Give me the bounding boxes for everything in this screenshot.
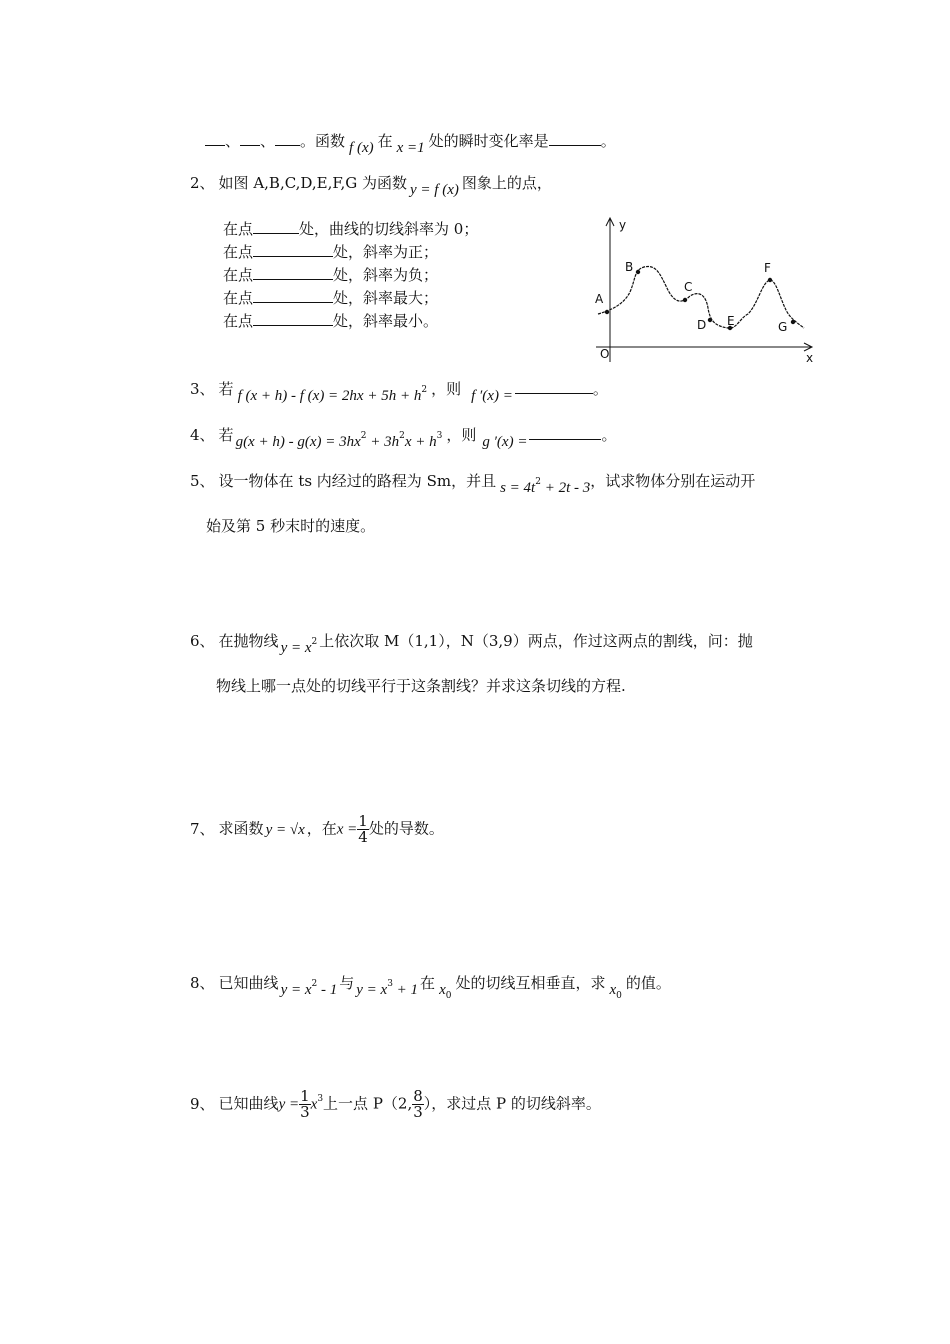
q1-point: x =1 — [396, 140, 425, 156]
q1-text: 。函数 — [300, 132, 346, 150]
exponent: 3 — [387, 979, 393, 989]
point-F-label: F — [764, 261, 771, 275]
q6-text: 在抛物线 — [218, 632, 279, 650]
exponent: 2 — [311, 979, 318, 989]
answer-blank[interactable] — [253, 313, 333, 326]
point-E — [727, 314, 735, 330]
q4-equation: + 3h — [366, 434, 400, 450]
exponent: 3 — [317, 1093, 324, 1104]
q4-derivative: g ′(x) = — [482, 434, 528, 450]
point-E-label: E — [727, 314, 735, 328]
exponent: 2 — [535, 477, 541, 487]
item-pre: 在点 — [223, 289, 254, 307]
q2-item-4 — [223, 287, 438, 308]
x-axis-label: x — [806, 351, 814, 365]
fraction-one-third — [299, 1089, 311, 1120]
period: 。 — [601, 426, 617, 444]
q1-text: 处的瞬时变化率是 — [428, 132, 549, 150]
period: 。 — [600, 132, 616, 150]
q3-text: 若 — [218, 380, 234, 398]
item-post: 处，斜率为正； — [333, 243, 439, 261]
q3-derivative: f ′(x) = — [471, 388, 513, 404]
q6-text: 物线上哪一点处的切线平行于这条割线？并求这条切线的方程. — [216, 677, 626, 695]
point-D-dot — [708, 318, 712, 322]
x0: x — [439, 982, 446, 998]
q5-equation: s = 4t — [500, 480, 536, 496]
numerator: 8 — [413, 1087, 423, 1105]
q9-line — [190, 1089, 601, 1120]
q6-equation: y = x — [280, 640, 312, 656]
q2-text: 如图 A,B,C,D,E,F,G 为函数 — [218, 174, 407, 192]
item-post: 处，斜率为负； — [333, 266, 439, 284]
q5-line-1 — [190, 470, 756, 496]
q8-curve-1: - 1 — [317, 982, 338, 998]
question-number: 3、 — [190, 380, 215, 398]
q3-line — [190, 378, 608, 404]
period: 。 — [592, 380, 608, 398]
q8-text: 处的切线互相垂直，求 — [455, 974, 606, 992]
q5-equation: + 2t - 3 — [540, 480, 591, 496]
item-pre: 在点 — [223, 312, 254, 330]
denominator: 4 — [358, 828, 368, 846]
q7-text: 处的导数。 — [368, 819, 444, 838]
point-B-label: B — [625, 260, 634, 274]
q9-text: ），求过点 P 的切线斜率。 — [423, 1094, 601, 1113]
q7-function: y = √x — [265, 821, 305, 838]
point-G — [778, 320, 795, 334]
question-number: 2、 — [190, 174, 215, 192]
q7-text: 求函数 — [218, 819, 264, 838]
answer-blank[interactable] — [205, 133, 225, 146]
point-C-dot — [683, 298, 687, 302]
q4-text: ，则 — [446, 426, 477, 444]
question-number: 5、 — [190, 472, 215, 490]
exponent: 3 — [436, 431, 443, 441]
q1-function: f (x) — [349, 140, 374, 156]
q7-line — [190, 814, 444, 845]
q2-item-2 — [223, 241, 438, 262]
q9-text: 已知曲线 — [218, 1094, 279, 1113]
q5-text: ，试求物体分别在运动开 — [590, 472, 756, 490]
question-number: 4、 — [190, 426, 215, 444]
answer-blank[interactable] — [253, 267, 333, 280]
question-number: 7、 — [190, 819, 215, 838]
separator: 、 — [260, 132, 276, 150]
y-axis — [606, 218, 614, 362]
q2-text: 图象上的点， — [461, 174, 552, 192]
denominator: 3 — [413, 1103, 423, 1121]
q5-text: 始及第 5 秒末时的速度。 — [206, 517, 376, 535]
answer-blank[interactable] — [253, 221, 299, 234]
numerator: 1 — [300, 1087, 310, 1105]
origin-label: O — [600, 347, 610, 361]
point-A-label: A — [595, 292, 604, 306]
answer-blank[interactable] — [275, 133, 300, 146]
answer-blank[interactable] — [240, 133, 260, 146]
q6-line-2 — [216, 675, 626, 696]
function-graph — [590, 212, 820, 367]
q2-item-5 — [223, 310, 438, 331]
x0: x — [609, 982, 617, 998]
q2-function: y = f (x) — [410, 182, 459, 198]
q2-stem — [190, 172, 552, 198]
q8-text: 在 — [420, 974, 436, 992]
q1-text: 在 — [377, 132, 393, 150]
q4-equation: g(x + h) - g(x) = 3hx — [235, 434, 361, 450]
fraction-eight-thirds — [412, 1089, 424, 1120]
point-B — [625, 260, 640, 274]
q8-curve-1: y = x — [280, 982, 312, 998]
answer-blank[interactable] — [549, 133, 601, 146]
fraction-one-quarter — [357, 814, 369, 845]
question-number: 8、 — [190, 974, 215, 992]
q3-text: ，则 — [431, 380, 462, 398]
q5-text: 设一物体在 ts 内经过的路程为 Sm，并且 — [218, 472, 497, 490]
exponent: 2 — [311, 637, 318, 647]
answer-blank[interactable] — [515, 384, 593, 394]
numerator: 1 — [358, 812, 368, 830]
item-pre: 在点 — [223, 243, 254, 261]
q4-equation: x + h — [404, 434, 437, 450]
q9-equation: x — [310, 1096, 318, 1113]
q2-item-1 — [223, 218, 478, 239]
answer-blank[interactable] — [529, 430, 601, 440]
point-D — [697, 318, 712, 332]
exponent: 2 — [399, 431, 405, 441]
item-post: 处，斜率最大； — [333, 289, 439, 307]
point-G-dot — [791, 320, 795, 324]
point-F-dot — [768, 278, 772, 282]
answer-blank[interactable] — [253, 290, 333, 303]
q6-text: 上依次取 M（1,1），N（3,9）两点，作过这两点的割线，问：抛 — [319, 632, 753, 650]
q3-equation: f (x + h) - f (x) = 2hx + 5h + h — [237, 388, 422, 404]
q7-text: ，在 — [306, 819, 337, 838]
question-number: 9、 — [190, 1094, 215, 1113]
point-A-dot — [605, 310, 609, 314]
question-number: 6、 — [190, 632, 215, 650]
q6-line-1 — [190, 630, 753, 656]
item-post: 处，曲线的切线斜率为 0； — [299, 220, 479, 238]
q4-line — [190, 424, 617, 450]
q9-equation: y = — [278, 1096, 300, 1113]
q7-point: x = — [336, 821, 358, 838]
q4-text: 若 — [218, 426, 234, 444]
q9-text: 上一点 P（2, — [323, 1094, 413, 1113]
q8-line — [190, 972, 671, 1001]
subscript: 0 — [445, 991, 452, 1001]
exponent: 2 — [421, 385, 428, 395]
x-axis — [596, 343, 812, 351]
point-G-label: G — [778, 320, 788, 334]
item-post: 处，斜率最小。 — [333, 312, 439, 330]
point-B-dot — [636, 270, 640, 274]
q8-text: 与 — [339, 974, 355, 992]
exponent: 2 — [360, 431, 367, 441]
denominator: 3 — [300, 1103, 310, 1121]
q8-curve-2: + 1 — [392, 982, 419, 998]
q8-curve-2: y = x — [356, 982, 388, 998]
point-D-label: D — [697, 318, 707, 332]
item-pre: 在点 — [223, 266, 254, 284]
q8-text: 的值。 — [625, 974, 671, 992]
q1-tail-line — [205, 130, 616, 156]
point-C — [683, 280, 693, 302]
q5-line-2 — [206, 515, 375, 536]
separator: 、 — [225, 132, 241, 150]
q8-text: 已知曲线 — [218, 974, 279, 992]
answer-blank[interactable] — [253, 244, 333, 257]
point-C-label: C — [684, 280, 693, 294]
item-pre: 在点 — [223, 220, 254, 238]
q2-item-3 — [223, 264, 438, 285]
subscript: 0 — [616, 991, 622, 1001]
y-axis-label: y — [619, 218, 627, 232]
point-A — [595, 292, 609, 314]
point-F — [764, 261, 772, 282]
